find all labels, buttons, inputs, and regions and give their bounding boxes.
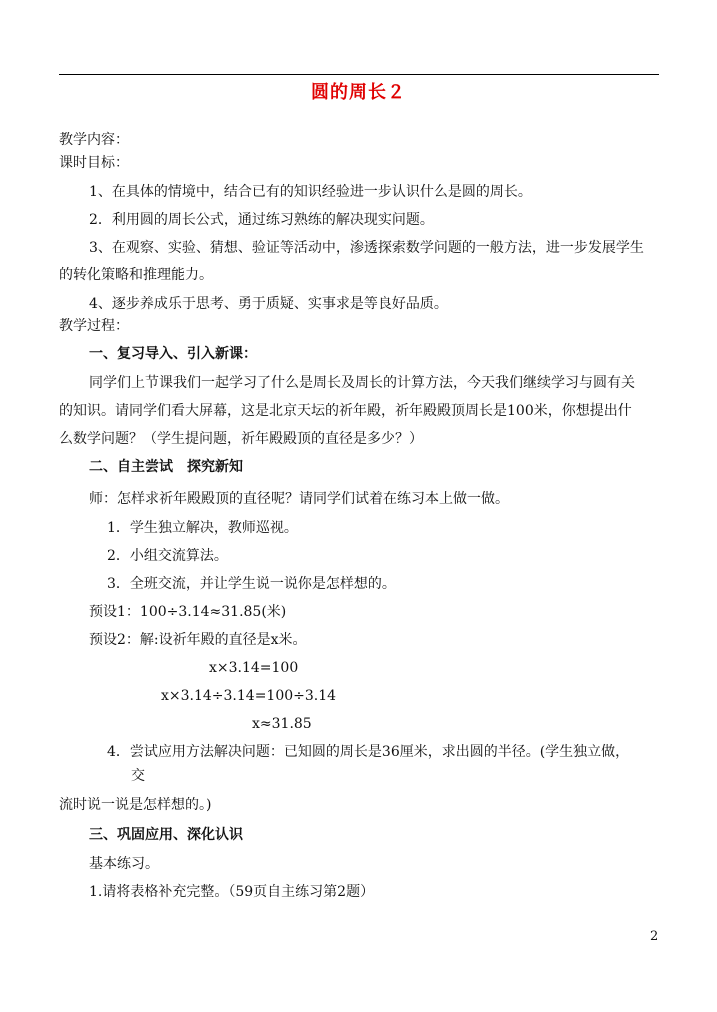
step-item-4: 4．尝试应用方法解决问题：已知圆的周长是36厘米，求出圆的半径。(学生独立做， xyxy=(107,744,630,760)
goal-item-4: 4、逐步养成乐于思考、勇于质疑、实事求是等良好品质。 xyxy=(89,296,448,312)
step-item-4-wrap: 交 xyxy=(131,768,145,784)
step-item-3: 3．全班交流，并让学生说一说你是怎样想的。 xyxy=(107,576,396,592)
section-heading-1: 一、复习导入、引入新课： xyxy=(89,346,257,362)
paragraph-line: 基本练习。 xyxy=(89,856,159,872)
step-item-1: 1．学生独立解决，教师巡视。 xyxy=(107,520,298,536)
label-teaching-process: 教学过程： xyxy=(59,318,129,334)
exercise-item-1: 1.请将表格补充完整。（59页自主练习第2题） xyxy=(89,884,375,900)
equation-line-2: x×3.14÷3.14=100÷3.14 xyxy=(161,688,337,704)
preset-1: 预设1：100÷3.14≈31.85(米) xyxy=(89,604,287,620)
document-title: 圆的周长２ xyxy=(311,82,406,103)
header-rule xyxy=(59,74,659,75)
equation-line-1: x×3.14=100 xyxy=(209,660,299,676)
equation-line-3: x≈31.85 xyxy=(252,716,312,732)
paragraph-line: 么数学问题？（学生提问题，祈年殿殿顶的直径是多少？） xyxy=(59,431,423,447)
goal-item-1: 1、在具体的情境中，结合已有的知识经验进一步认识什么是圆的周长。 xyxy=(89,184,532,200)
label-lesson-goals: 课时目标： xyxy=(59,155,129,171)
paragraph-line: 师：怎样求祈年殿殿顶的直径呢？请同学们试着在练习本上做一做。 xyxy=(89,491,509,507)
page-number: 2 xyxy=(650,929,659,944)
goal-item-3-cont: 的转化策略和推理能力。 xyxy=(59,267,213,283)
preset-2: 预设2：解:设祈年殿的直径是x米。 xyxy=(89,632,307,648)
step-item-4-cont: 流时说一说是怎样想的。) xyxy=(59,797,212,813)
step-item-2: 2．小组交流算法。 xyxy=(107,548,228,564)
section-heading-2: 二、自主尝试 探究新知 xyxy=(89,459,243,475)
label-teaching-content: 教学内容： xyxy=(59,132,129,148)
paragraph-line: 的知识。请同学们看大屏幕，这是北京天坛的祈年殿，祈年殿殿顶周长是100米，你想提出什 xyxy=(59,403,632,419)
goal-item-3: 3、在观察、实验、猜想、验证等活动中，渗透探索数学问题的一般方法，进一步发展学生 xyxy=(89,240,644,256)
section-heading-3: 三、巩固应用、深化认识 xyxy=(89,827,243,843)
goal-item-2: 2．利用圆的周长公式，通过练习熟练的解决现实问题。 xyxy=(89,212,434,228)
paragraph-line: 同学们上节课我们一起学习了什么是周长及周长的计算方法，今天我们继续学习与圆有关 xyxy=(89,375,635,391)
